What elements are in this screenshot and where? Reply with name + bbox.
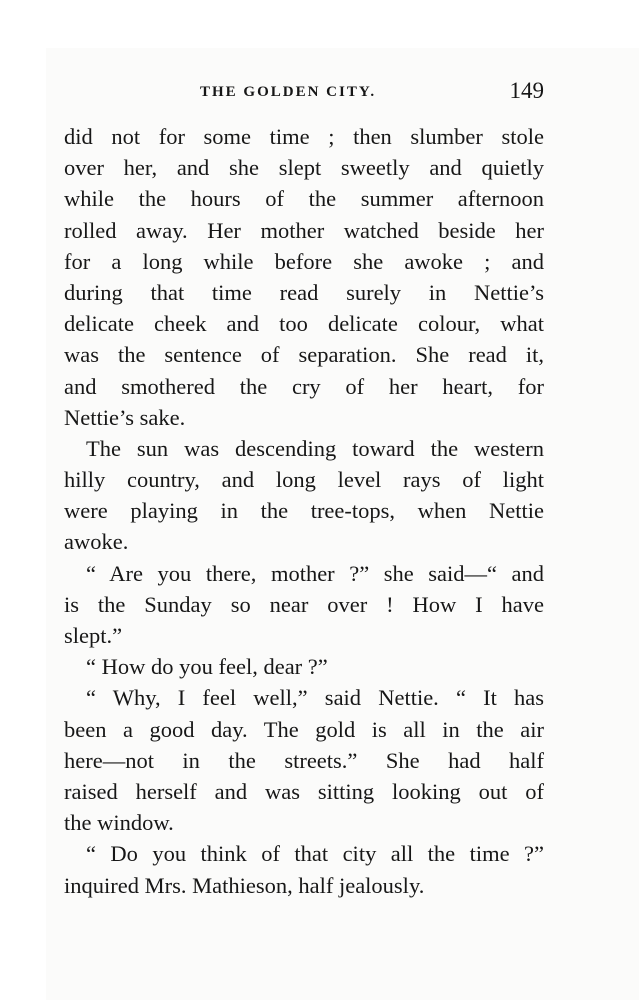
text-line: during that time read surely in Nettie’s [64, 279, 544, 305]
page-number: 149 [509, 78, 544, 103]
text-line: awoke. [64, 529, 129, 555]
text-line: raised herself and was sitting looking out of [64, 778, 544, 804]
text-line: rolled away. Her mother watched beside her [64, 217, 544, 243]
text-line: inquired Mrs. Mathieson, half jealously. [64, 872, 425, 898]
text-line: been a good day. The gold is all in the air [64, 716, 544, 742]
text-line: “ Do you think of that city all the time ?” [86, 841, 544, 867]
text-line: slept.” [64, 623, 123, 648]
text-line: were playing in the tree-tops, when Nettie [64, 498, 544, 524]
text-line: “ How do you feel, dear ?” [86, 654, 328, 680]
text-line: did not for some time ; then slumber stole [64, 124, 544, 149]
text-line: while the hours of the summer afternoon [64, 186, 544, 212]
text-line: here—not in the streets.” She had half [64, 747, 544, 773]
text-line: and smothered the cry of her heart, for [64, 373, 544, 399]
body-text [64, 121, 544, 901]
text-line: Nettie’s sake. [64, 404, 186, 430]
text-line: was the sentence of separation. She read it, [64, 342, 544, 368]
text-line: delicate cheek and too delicate colour, what [64, 311, 544, 337]
text-line: “ Why, I feel well,” said Nettie. “ It has [86, 685, 544, 711]
running-title: THE GOLDEN CITY. [200, 84, 377, 100]
text-line: for a long while before she awoke ; and [64, 248, 544, 274]
text-line: The sun was descending toward the western [86, 435, 544, 461]
page-header [64, 76, 544, 116]
text-line: over her, and she slept sweetly and quietly [64, 155, 544, 181]
text-line: hilly country, and long level rays of light [64, 467, 544, 493]
text-line: is the Sunday so near over ! How I have [64, 591, 544, 617]
text-line: the window. [64, 810, 174, 836]
text-line: “ Are you there, mother ?” she said—“ and [86, 560, 544, 586]
